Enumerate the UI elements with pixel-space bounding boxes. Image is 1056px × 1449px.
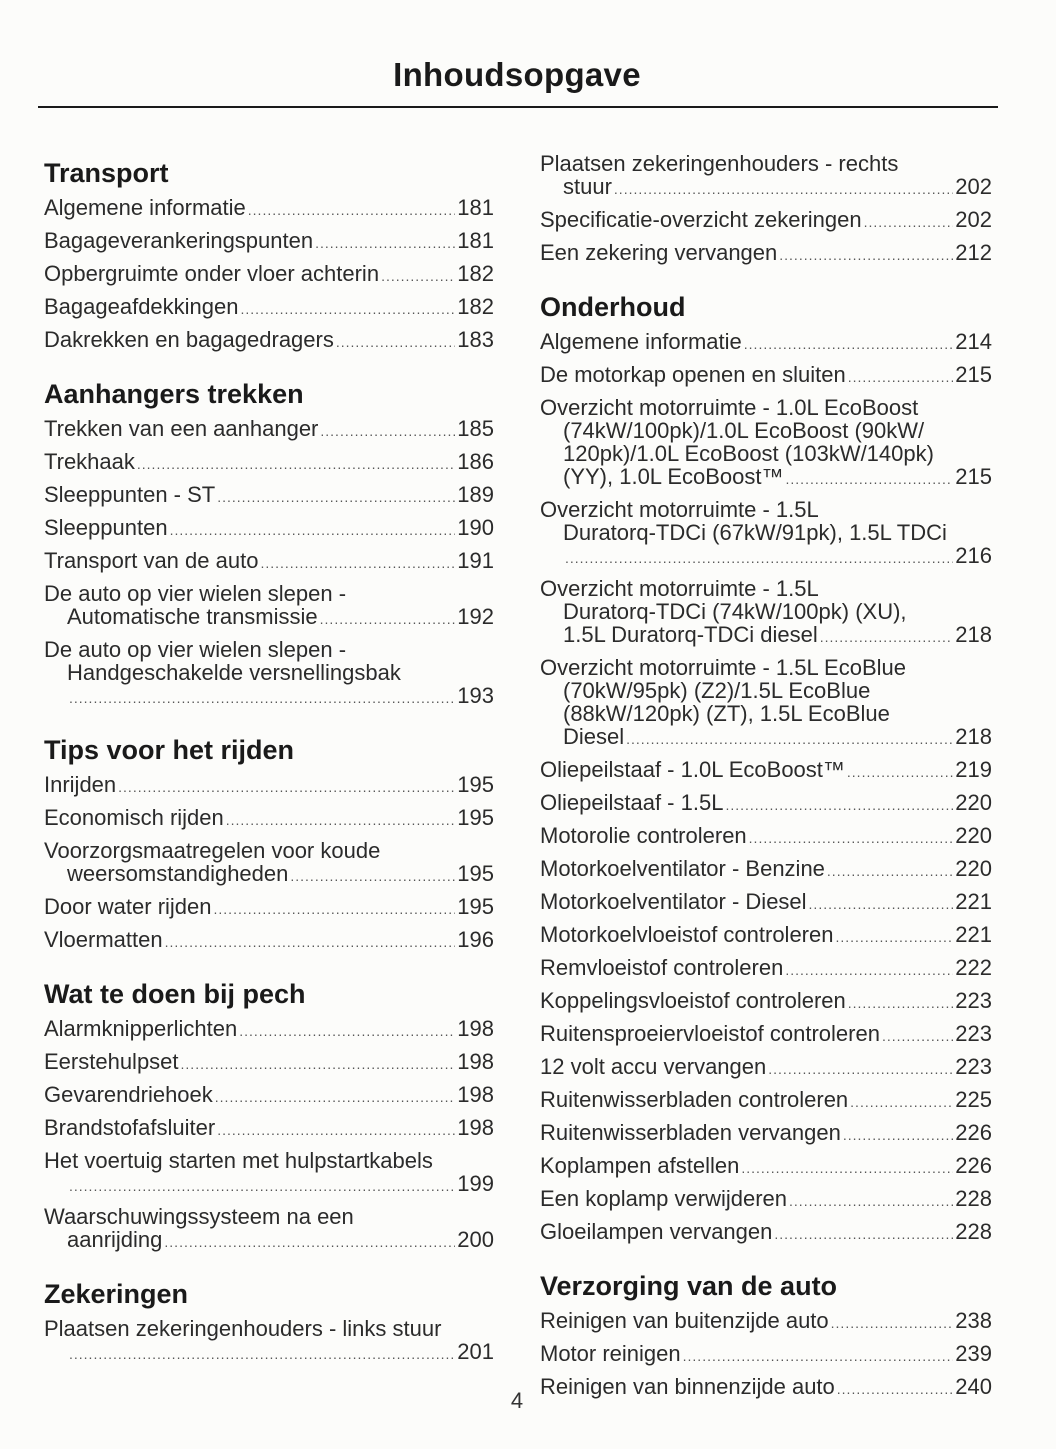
toc-entry-text: Trekken van een aanhanger [44, 415, 319, 441]
toc-entry-page: 182 [457, 293, 494, 319]
toc-entry-page: 186 [457, 448, 494, 474]
toc-entry[interactable] [44, 413, 494, 446]
section-title: Aanhangers trekken [44, 379, 304, 409]
dot-leader [137, 453, 455, 476]
toc-entry-text: Sleeppunten [44, 514, 168, 540]
dot-leader [241, 298, 456, 321]
dot-leader [774, 1223, 953, 1246]
toc-entry[interactable] [540, 919, 992, 952]
dot-leader [320, 420, 455, 443]
toc-entry-text: Waarschuwingssysteem na een [44, 1203, 354, 1229]
dot-leader [850, 1091, 953, 1114]
toc-entry-text: Koppelingsvloeistof controleren [540, 987, 846, 1013]
toc-entry[interactable] [540, 652, 992, 754]
section-title: Verzorging van de auto [540, 1271, 838, 1301]
section-title: Wat te doen bij pech [44, 979, 306, 1009]
dot-leader [320, 608, 456, 631]
toc-entry-text: Diesel [563, 723, 625, 749]
toc-entry-text: Bagageverankeringspunten [44, 227, 314, 253]
toc-entry[interactable] [540, 1018, 992, 1051]
toc-entry[interactable] [44, 835, 494, 891]
toc-entry[interactable] [44, 1046, 494, 1079]
toc-entry-text: Het voertuig starten met hulpstartkabels [44, 1147, 433, 1173]
toc-entry-page: 202 [955, 173, 992, 199]
toc-entry-text: Oliepeilstaaf - 1.0L EcoBoost™ [540, 756, 845, 782]
toc-entry[interactable] [540, 1216, 992, 1249]
toc-entry-text: Algemene informatie [44, 194, 246, 220]
toc-entry-page: 181 [457, 227, 494, 253]
toc-entry-text: (74kW/100pk)/1.0L EcoBoost (90kW/ [563, 417, 925, 443]
toc-entry-page: 212 [955, 239, 992, 265]
toc-entry-text: Reinigen van buitenzijde auto [540, 1307, 829, 1333]
toc-entry-page: 185 [457, 415, 494, 441]
toc-entry[interactable] [44, 1313, 494, 1369]
toc-entry[interactable] [44, 479, 494, 512]
toc-section-zekeringen [44, 1277, 494, 1369]
section-title: Transport [44, 158, 169, 188]
toc-entry-text: weersomstandigheden [67, 860, 289, 886]
toc-entry-page: 201 [457, 1338, 494, 1364]
toc-entry-text: Reinigen van binnenzijde auto [540, 1373, 835, 1399]
title-divider [38, 106, 998, 108]
page-title: Inhoudsopgave [393, 56, 641, 93]
toc-entry-text: De auto op vier wielen slepen - [44, 580, 347, 606]
toc-entry-text: Plaatsen zekeringenhouders - links stuur [44, 1315, 442, 1341]
toc-entry[interactable] [540, 326, 992, 359]
toc-entry-text: Remvloeistof controleren [540, 954, 784, 980]
toc-entry-text: 1.5L Duratorq-TDCi diesel [563, 621, 818, 647]
dot-leader [165, 931, 456, 954]
toc-entry[interactable] [540, 148, 992, 204]
toc-entry-text: Voorzorgsmaatregelen voor koude [44, 837, 381, 863]
toc-entry-text: Specificatie-overzicht zekeringen [540, 206, 862, 232]
toc-entry-text: Motorkoelvloeistof controleren [540, 921, 834, 947]
toc-entry[interactable] [540, 359, 992, 392]
toc-entry-page: 221 [955, 888, 992, 914]
dot-leader [848, 992, 954, 1015]
toc-entry-page: 226 [955, 1152, 992, 1178]
toc-entry-page: 225 [955, 1086, 992, 1112]
toc-entry-page: 222 [955, 954, 992, 980]
toc-entry-text: Duratorq-TDCi (74kW/100pk) (XU), [563, 598, 907, 624]
dot-leader [744, 333, 954, 356]
section-title: Zekeringen [44, 1279, 189, 1309]
toc-entry-text: Koplampen afstellen [540, 1152, 740, 1178]
toc-entry-text: Ruitenwisserbladen vervangen [540, 1119, 841, 1145]
section-title: Onderhoud [540, 292, 686, 322]
toc-entry-page: 221 [955, 921, 992, 947]
toc-entry[interactable] [44, 545, 494, 578]
toc-entry-page: 191 [457, 547, 494, 573]
toc-entry-text: stuur [563, 173, 612, 199]
toc-entry-page: 198 [457, 1048, 494, 1074]
toc-entry-text: Motorkoelventilator - Diesel [540, 888, 807, 914]
toc-entry-text: Automatische transmissie [67, 603, 318, 629]
dot-leader [381, 265, 455, 288]
toc-entry-text: Algemene informatie [540, 328, 742, 354]
toc-entry[interactable] [44, 1013, 494, 1046]
toc-entry[interactable] [540, 237, 992, 270]
toc-entry[interactable] [44, 192, 494, 225]
toc-section-aanhangers-trekken [44, 377, 494, 713]
toc-entry-page: 216 [955, 542, 992, 568]
toc-entry-text: Overzicht motorruimte - 1.5L [540, 496, 819, 522]
toc-entry-text: Handgeschakelde versnellingsbak [67, 659, 401, 685]
dot-leader [217, 1119, 455, 1142]
dot-leader [831, 1312, 954, 1335]
toc-entry[interactable] [540, 1084, 992, 1117]
toc-entry[interactable] [540, 787, 992, 820]
toc-entry-text: Motorkoelventilator - Benzine [540, 855, 825, 881]
toc-entry[interactable] [44, 924, 494, 957]
dot-leader [260, 552, 455, 575]
toc-entry-text: Ruitenwisserbladen controleren [540, 1086, 849, 1112]
toc-entry-text: Eerstehulpset [44, 1048, 179, 1074]
toc-entry-page: 218 [955, 621, 992, 647]
dot-leader [69, 1175, 455, 1198]
toc-entry-page: 193 [457, 682, 494, 708]
dot-leader [614, 178, 953, 201]
dot-leader [118, 776, 455, 799]
toc-entry-page: 195 [457, 771, 494, 797]
toc-entry-page: 220 [955, 855, 992, 881]
dot-leader [69, 687, 455, 710]
toc-entry-page: 196 [457, 926, 494, 952]
toc-entry-page: 198 [457, 1015, 494, 1041]
toc-entry-page: 195 [457, 804, 494, 830]
toc-entry[interactable] [540, 494, 992, 573]
toc-entry-page: 190 [457, 514, 494, 540]
toc-entry[interactable] [540, 853, 992, 886]
toc-entry-page: 189 [457, 481, 494, 507]
toc-entry-page: 183 [457, 326, 494, 352]
toc-entry-text: Oliepeilstaaf - 1.5L [540, 789, 724, 815]
toc-entry-text: Motorolie controleren [540, 822, 747, 848]
toc-entry-text: Ruitensproeiervloeistof controleren [540, 1020, 880, 1046]
toc-entry-text: Door water rijden [44, 893, 212, 919]
toc-entry-text: aanrijding [67, 1226, 163, 1252]
toc-entry[interactable] [540, 1117, 992, 1150]
toc-entry[interactable] [540, 392, 992, 494]
toc-entry-page: 182 [457, 260, 494, 286]
toc-entry-text: Een koplamp verwijderen [540, 1185, 788, 1211]
toc-column-right [540, 148, 992, 1424]
toc-section-onderhoud [540, 290, 992, 1249]
toc-entry[interactable] [44, 634, 494, 713]
toc-entry[interactable] [44, 769, 494, 802]
toc-entry-text: (YY), 1.0L EcoBoost™ [563, 463, 784, 489]
dot-leader [290, 865, 455, 888]
toc-entry-text: Overzicht motorruimte - 1.5L [540, 575, 819, 601]
toc-entry[interactable] [540, 985, 992, 1018]
toc-entry-text: Opbergruimte onder vloer achterin [44, 260, 380, 286]
toc-entry-page: 228 [955, 1185, 992, 1211]
dot-leader [786, 468, 954, 491]
toc-entry-page: 240 [955, 1373, 992, 1399]
dot-leader [827, 860, 953, 883]
toc-entry-page: 228 [955, 1218, 992, 1244]
dot-leader [779, 244, 953, 267]
dot-leader [170, 519, 456, 542]
dot-leader [741, 1157, 953, 1180]
toc-entry-text: (70kW/95pk) (Z2)/1.5L EcoBlue [563, 677, 871, 703]
toc-entry-page: 223 [955, 1053, 992, 1079]
dot-leader [565, 547, 953, 570]
toc-entry-text: 12 volt accu vervangen [540, 1053, 767, 1079]
section-title: Tips voor het rijden [44, 735, 295, 765]
dot-leader [864, 211, 954, 234]
dot-leader [248, 199, 456, 222]
toc-entry-page: 220 [955, 822, 992, 848]
toc-entry[interactable] [44, 891, 494, 924]
toc-entry-page: 223 [955, 987, 992, 1013]
toc-entry-text: Brandstofafsluiter [44, 1114, 216, 1140]
dot-leader [315, 232, 455, 255]
toc-entry-text: Een zekering vervangen [540, 239, 778, 265]
dot-leader [809, 893, 954, 916]
toc-section-continued [540, 148, 992, 270]
dot-leader [882, 1025, 953, 1048]
toc-entry[interactable] [44, 446, 494, 479]
toc-entry[interactable] [44, 512, 494, 545]
toc-entry-page: 239 [955, 1340, 992, 1366]
dot-leader [626, 728, 953, 751]
toc-entry-page: 226 [955, 1119, 992, 1145]
toc-entry-page: 220 [955, 789, 992, 815]
toc-entry[interactable] [44, 1079, 494, 1112]
toc-entry-page: 223 [955, 1020, 992, 1046]
dot-leader [336, 331, 455, 354]
toc-section-transport [44, 156, 494, 357]
toc-entry-page: 195 [457, 860, 494, 886]
toc-entry[interactable] [540, 1051, 992, 1084]
dot-leader [683, 1345, 954, 1368]
toc-entry[interactable] [44, 802, 494, 835]
toc-entry-page: 238 [955, 1307, 992, 1333]
dot-leader [843, 1124, 953, 1147]
dot-leader [847, 761, 953, 784]
dot-leader [785, 959, 953, 982]
toc-entry-text: Alarmknipperlichten [44, 1015, 238, 1041]
dot-leader [749, 827, 954, 850]
toc-entry[interactable] [540, 1338, 992, 1371]
toc-entry-text: Dakrekken en bagagedragers [44, 326, 334, 352]
toc-entry-text: Gevarendriehoek [44, 1081, 213, 1107]
dot-leader [835, 926, 953, 949]
dot-leader [217, 486, 455, 509]
toc-entry[interactable] [44, 258, 494, 291]
toc-entry[interactable] [44, 1145, 494, 1201]
toc-entry-page: 181 [457, 194, 494, 220]
toc-entry[interactable] [44, 1112, 494, 1145]
dot-leader [214, 898, 456, 921]
toc-entry-text: (88kW/120pk) (ZT), 1.5L EcoBlue [563, 700, 890, 726]
toc-entry-page: 219 [955, 756, 992, 782]
toc-entry-text: Sleeppunten - ST [44, 481, 216, 507]
dot-leader [789, 1190, 953, 1213]
toc-entry[interactable] [44, 1201, 494, 1257]
toc-entry-page: 199 [457, 1170, 494, 1196]
toc-section-verzorging-van-de-auto [540, 1269, 992, 1404]
toc-entry[interactable] [44, 324, 494, 357]
toc-entry-text: Duratorq-TDCi (67kW/91pk), 1.5L TDCi [563, 519, 947, 545]
toc-entry-text: Trekhaak [44, 448, 135, 474]
toc-entry-text: 120pk)/1.0L EcoBoost (103kW/140pk) [563, 440, 934, 466]
toc-entry-page: 214 [955, 328, 992, 354]
toc-entry-text: De auto op vier wielen slepen - [44, 636, 347, 662]
dot-leader [848, 366, 954, 389]
toc-entry-page: 195 [457, 893, 494, 919]
toc-entry[interactable] [540, 1183, 992, 1216]
toc-entry[interactable] [540, 820, 992, 853]
toc-entry-text: Overzicht motorruimte - 1.5L EcoBlue [540, 654, 906, 680]
toc-entry-text: Transport van de auto [44, 547, 259, 573]
toc-entry-text: Economisch rijden [44, 804, 224, 830]
toc-section-wat-te-doen-bij-pech [44, 977, 494, 1257]
toc-entry[interactable] [540, 1150, 992, 1183]
toc-entry-text: Overzicht motorruimte - 1.0L EcoBoost [540, 394, 919, 420]
dot-leader [164, 1231, 455, 1254]
toc-entry-page: 198 [457, 1114, 494, 1140]
toc-entry-page: 198 [457, 1081, 494, 1107]
toc-entry[interactable] [540, 952, 992, 985]
toc-entry[interactable] [540, 886, 992, 919]
dot-leader [181, 1053, 456, 1076]
toc-entry-text: Motor reinigen [540, 1340, 681, 1366]
toc-entry-page: 192 [457, 603, 494, 629]
toc-entry[interactable] [44, 291, 494, 324]
toc-entry[interactable] [540, 204, 992, 237]
toc-entry-text: Gloeilampen vervangen [540, 1218, 773, 1244]
toc-entry-text: Plaatsen zekeringenhouders - rechts [540, 150, 899, 176]
toc-entry-text: De motorkap openen en sluiten [540, 361, 846, 387]
dot-leader [69, 1343, 455, 1366]
toc-entry-page: 202 [955, 206, 992, 232]
toc-entry-text: Vloermatten [44, 926, 163, 952]
dot-leader [239, 1020, 455, 1043]
dot-leader [226, 809, 456, 832]
toc-entry-page: 215 [955, 361, 992, 387]
page-number: 4 [510, 1388, 524, 1413]
toc-entry-page: 200 [457, 1226, 494, 1252]
toc-section-tips-voor-het-rijden [44, 733, 494, 957]
toc-entry[interactable] [44, 578, 494, 634]
toc-entry-text: Bagageafdekkingen [44, 293, 239, 319]
toc-entry[interactable] [540, 754, 992, 787]
dot-leader [820, 626, 954, 649]
toc-entry[interactable] [540, 1305, 992, 1338]
dot-leader [725, 794, 953, 817]
toc-entry[interactable] [44, 225, 494, 258]
toc-entry-page: 218 [955, 723, 992, 749]
toc-entry-text: Inrijden [44, 771, 117, 797]
toc-entry[interactable] [540, 573, 992, 652]
dot-leader [215, 1086, 456, 1109]
toc-column-left [44, 148, 494, 1389]
toc-entry-page: 215 [955, 463, 992, 489]
dot-leader [768, 1058, 953, 1081]
